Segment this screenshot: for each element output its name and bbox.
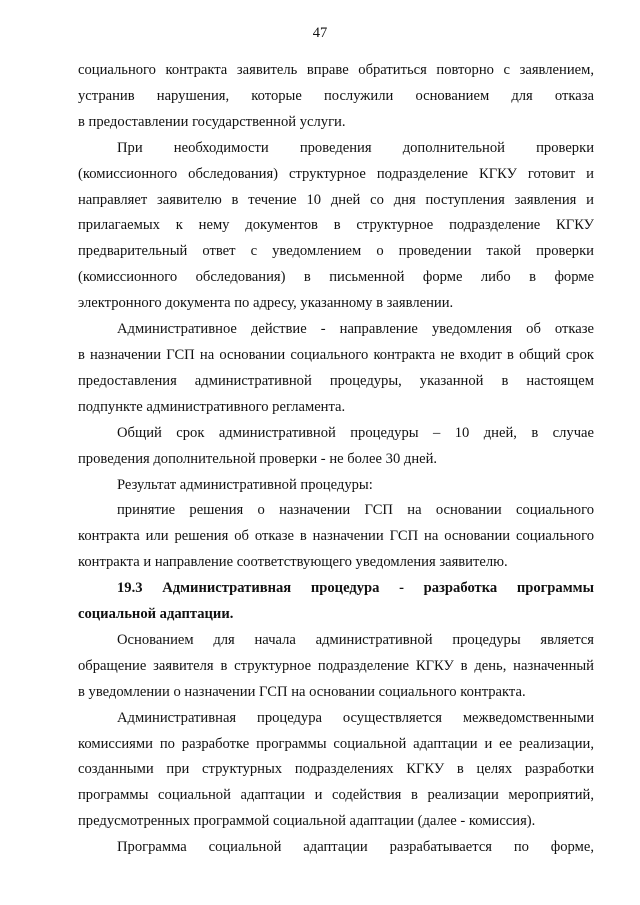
text-line: Общий срок административной процедуры – 10 дней, в случае [117, 424, 594, 441]
text-line: социального контракта заявитель вправе обратиться повторно с заявлением, [78, 62, 594, 78]
section-heading [78, 576, 594, 628]
text-line: предоставления административной процедуры, указанной в настоящем [78, 372, 594, 389]
text-line: контракта или решения об отказе в назначении ГСП на основании социального [78, 528, 594, 545]
text-line: Административное действие - направление уведомления об отказе [117, 321, 594, 338]
text-line: предусмотренных программой социальной адаптации (далее - комиссия). [78, 813, 536, 830]
text-line: прилагаемых к нему документов в структурное подразделение КГКУ [78, 217, 594, 234]
text-line: проведения дополнительной проверки - не более 30 дней. [78, 450, 438, 467]
paragraph [78, 706, 594, 836]
paragraph [78, 317, 594, 421]
text-line: При необходимости проведения дополнительной проверки [117, 139, 594, 156]
text-line: предварительный ответ с уведомлением о проведении такой проверки [78, 243, 594, 260]
text-line: Административная процедура осуществляется межведомственными [117, 709, 594, 726]
text-line: в уведомлении о назначении ГСП на основании социального контракта. [78, 683, 526, 700]
paragraph [78, 136, 594, 317]
text-line: программы социальной адаптации и содействия в реализации мероприятий, [78, 787, 594, 804]
text-line: устранив нарушения, которые послужили основанием для отказа [78, 87, 594, 104]
text-line: контракта и направление соответствующего уведомления заявителю. [78, 554, 508, 571]
text-line: (комиссионного обследования) в письменной форме либо в форме [78, 269, 594, 286]
text-line: созданными при структурных подразделениях КГКУ в целях разработки [78, 761, 594, 778]
paragraph [78, 628, 594, 706]
text-line: (комиссионного обследования) структурное подразделение КГКУ готовит и [78, 165, 594, 182]
text-line: 19.3 Административная процедура - разработка программы [117, 580, 594, 597]
text-line: в предоставлении государственной услуги. [78, 113, 346, 130]
paragraph [78, 421, 594, 473]
paragraph [78, 835, 594, 861]
paragraph [78, 498, 594, 576]
text-line: в назначении ГСП на основании социального контракта не входит в общий срок [78, 346, 594, 363]
text-line: обращение заявителя в структурное подразделение КГКУ в день, назначенный [78, 657, 594, 674]
text-line: социальной адаптации. [78, 606, 234, 623]
text-line: комиссиями по разработке программы социальной адаптации и ее реализации, [78, 735, 594, 752]
text-line: направляет заявителю в течение 10 дней со дня поступления заявления и [78, 191, 594, 208]
page-number: 47 [312, 25, 328, 41]
text-line: Программа социальной адаптации разрабатывается по форме, [117, 839, 594, 856]
text-line: принятие решения о назначении ГСП на основании социального [117, 502, 594, 519]
text-line: Основанием для начала административной процедуры является [117, 631, 594, 648]
paragraph [78, 58, 594, 136]
page-body [78, 58, 594, 861]
text-line: подпункте административного регламента. [78, 398, 346, 415]
text-line: Результат административной процедуры: [117, 476, 373, 493]
paragraph [78, 473, 594, 499]
text-line: электронного документа по адресу, указанному в заявлении. [78, 295, 454, 312]
